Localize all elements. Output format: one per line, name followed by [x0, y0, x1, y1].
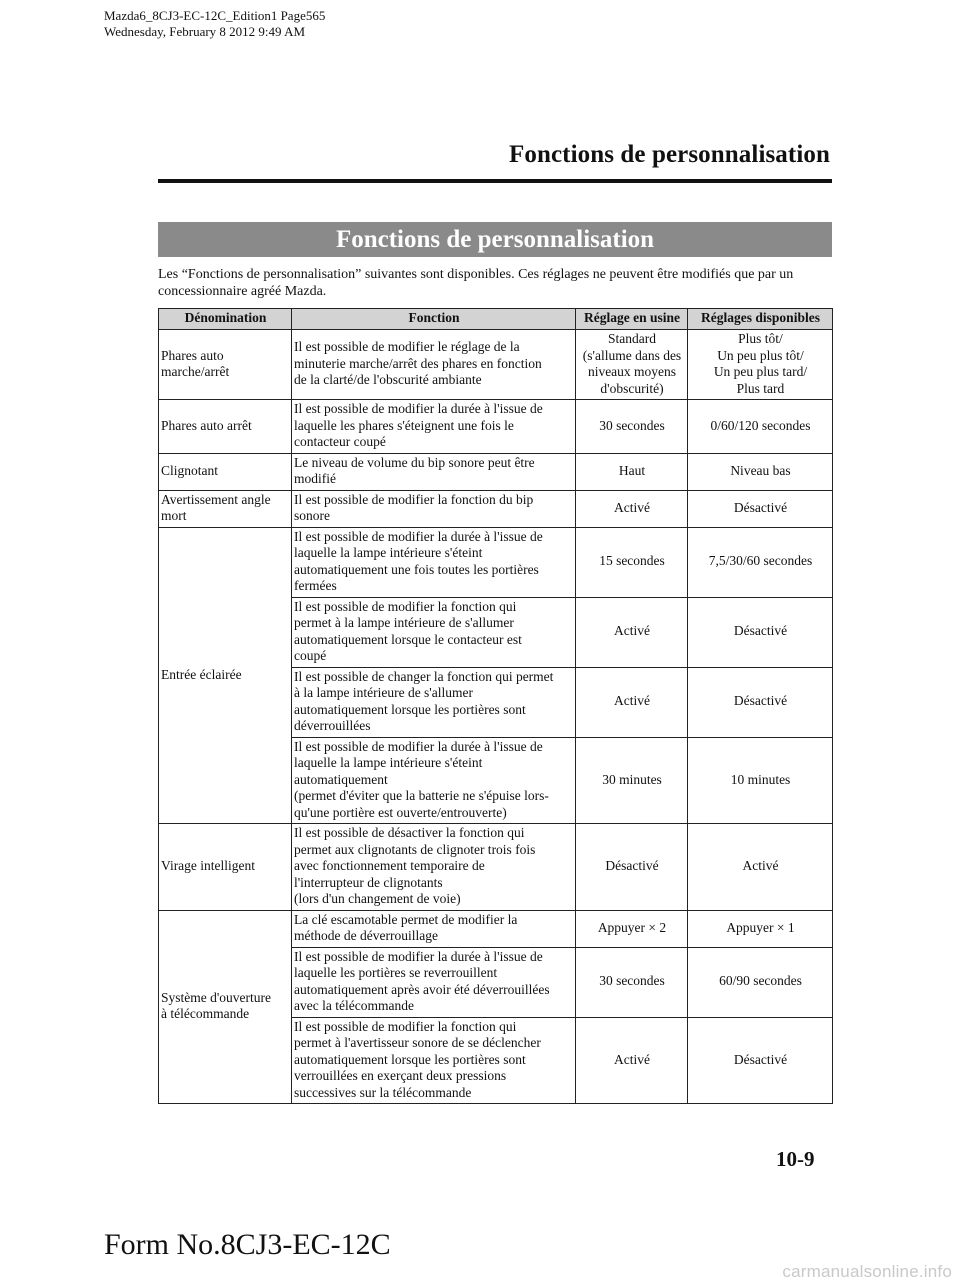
function-cell-line: méthode de déverrouillage	[294, 928, 438, 943]
factory-setting-cell	[576, 597, 688, 667]
factory-setting-cell-line: 15 secondes	[599, 553, 665, 569]
available-settings-cell	[688, 453, 833, 490]
available-settings-cell-line: Désactivé	[733, 693, 788, 709]
available-settings-cell	[688, 597, 833, 667]
function-cell-line: contacteur coupé	[294, 434, 386, 449]
function-cell-line: Il est possible de changer la fonction qui permet	[294, 668, 554, 684]
factory-setting-cell-line: d'obscurité)	[600, 380, 664, 396]
available-settings-cell-line: 60/90 secondes	[719, 973, 802, 989]
feature-name-cell-line: Phares auto	[161, 347, 224, 363]
feature-name-cell	[159, 490, 292, 527]
factory-setting-cell	[576, 1017, 688, 1104]
available-settings-cell-line: Appuyer × 1	[726, 919, 795, 935]
feature-name-cell-line: marche/arrêt	[161, 364, 230, 379]
function-cell-line: Il est possible de modifier la durée à l'issue de	[294, 528, 543, 544]
available-settings-cell-line: Un peu plus tard/	[713, 364, 808, 379]
table-header-row	[159, 309, 833, 330]
function-cell-line: automatiquement une fois toutes les portières	[294, 561, 539, 577]
function-cell	[292, 737, 576, 824]
function-cell-line: laquelle la lampe intérieure s'éteint	[294, 755, 483, 770]
function-cell-line: (permet d'éviter que la batterie ne s'épuise lors-	[294, 788, 549, 803]
factory-setting-cell-line: Désactivé	[605, 858, 659, 873]
factory-setting-cell-line: 30 secondes	[599, 973, 665, 989]
function-cell-line: permet à l'avertisseur sonore de se déclencher	[294, 1035, 541, 1050]
print-metadata-line-2: Wednesday, February 8 2012 9:49 AM	[104, 24, 306, 39]
factory-setting-cell-line: Activé	[614, 693, 650, 709]
function-cell-line: (lors d'un changement de voie)	[294, 891, 461, 906]
intro-line-1: Les “Fonctions de personnalisation” suivantes sont disponibles. Ces réglages ne peuvent être modifiés que par un	[158, 267, 794, 282]
print-metadata	[104, 8, 325, 40]
function-cell-line: avec fonctionnement temporaire de	[294, 858, 485, 873]
factory-setting-cell-line: (s'allume dans des	[582, 347, 682, 363]
factory-setting-cell-line: Activé	[614, 499, 650, 515]
feature-name-cell-line: Système d'ouverture	[161, 989, 272, 1005]
factory-setting-cell-line: Appuyer × 2	[597, 919, 667, 935]
available-settings-cell	[688, 947, 833, 1017]
feature-name-cell	[159, 910, 292, 1104]
function-cell-line: automatiquement après avoir été déverrouillées	[294, 981, 550, 997]
factory-setting-cell	[576, 330, 688, 400]
column-header: Réglage en usine	[576, 309, 688, 330]
feature-name-cell-line: Virage intelligent	[161, 858, 256, 873]
function-cell-line: déverrouillées	[294, 718, 371, 733]
available-settings-cell	[688, 527, 833, 597]
header-rule	[158, 179, 832, 183]
function-cell	[292, 400, 576, 454]
form-number: Form No.8CJ3-EC-12C	[104, 1228, 391, 1261]
function-cell	[292, 527, 576, 597]
function-cell	[292, 1017, 576, 1104]
available-settings-cell	[688, 667, 833, 737]
function-cell-line: verrouillées en exerçant deux pressions	[294, 1068, 507, 1083]
available-settings-cell-line: Désactivé	[733, 1051, 788, 1067]
intro-paragraph	[158, 266, 832, 300]
function-cell-line: Le niveau de volume du bip sonore peut être	[294, 454, 535, 470]
function-cell-line: Il est possible de modifier la fonction du bip	[294, 491, 534, 507]
factory-setting-cell	[576, 910, 688, 947]
available-settings-cell	[688, 490, 833, 527]
factory-setting-cell-line: Activé	[614, 623, 650, 639]
table-row	[159, 490, 833, 527]
available-settings-cell-line: Un peu plus tôt/	[717, 347, 804, 363]
available-settings-cell-line: Désactivé	[733, 623, 788, 639]
function-cell-line: successives sur la télécommande	[294, 1084, 472, 1100]
available-settings-cell	[688, 330, 833, 400]
feature-name-cell-line: Clignotant	[161, 462, 218, 478]
function-cell-line: permet à la lampe intérieure de s'allumer	[294, 615, 514, 630]
table-row	[159, 400, 833, 454]
column-header: Fonction	[292, 309, 576, 330]
factory-setting-cell	[576, 947, 688, 1017]
feature-name-cell-line: mort	[161, 508, 187, 523]
function-cell-line: permet aux clignotants de clignoter trois fois	[294, 841, 536, 857]
function-cell	[292, 453, 576, 490]
table-body	[159, 330, 833, 1104]
feature-name-cell	[159, 453, 292, 490]
function-cell-line: automatiquement lorsque les portières sont	[294, 1051, 526, 1067]
table-row	[159, 330, 833, 400]
column-header: Réglages disponibles	[688, 309, 833, 330]
function-cell-line: laquelle la lampe intérieure s'éteint	[294, 545, 483, 560]
factory-setting-cell-line: Haut	[618, 462, 646, 478]
function-cell-line: Il est possible de désactiver la fonction qui	[294, 825, 525, 840]
available-settings-cell-line: Désactivé	[733, 499, 788, 515]
available-settings-cell-line: Activé	[742, 858, 779, 873]
factory-setting-cell	[576, 400, 688, 454]
feature-name-cell-line: Avertissement angle	[161, 491, 271, 507]
available-settings-cell	[688, 1017, 833, 1104]
factory-setting-cell	[576, 737, 688, 824]
available-settings-cell	[688, 737, 833, 824]
intro-line-2: concessionnaire agréé Mazda.	[158, 284, 327, 299]
page-title-banner: Fonctions de personnalisation	[158, 222, 832, 257]
table-row	[159, 910, 833, 947]
function-cell	[292, 330, 576, 400]
function-cell-line: Il est possible de modifier la fonction qui	[294, 598, 517, 614]
table-row	[159, 527, 833, 597]
table-row	[159, 453, 833, 490]
factory-setting-cell	[576, 527, 688, 597]
function-cell-line: l'interrupteur de clignotants	[294, 874, 443, 890]
factory-setting-cell	[576, 667, 688, 737]
function-cell-line: avec la télécommande	[294, 998, 414, 1013]
function-cell-line: minuterie marche/arrêt des phares en fonction	[294, 355, 542, 371]
factory-setting-cell-line: Standard	[608, 331, 656, 346]
function-cell-line: à la lampe intérieure de s'allumer	[294, 685, 473, 700]
available-settings-cell-line: Plus tard	[736, 380, 785, 396]
function-cell-line: La clé escamotable permet de modifier la	[294, 911, 518, 927]
available-settings-cell-line: 7,5/30/60 secondes	[708, 553, 813, 569]
function-cell	[292, 947, 576, 1017]
function-cell-line: Il est possible de modifier la fonction qui	[294, 1018, 517, 1034]
function-cell-line: automatiquement lorsque les portières sont	[294, 701, 526, 717]
customization-table	[158, 308, 833, 1104]
available-settings-cell-line: Niveau bas	[730, 462, 791, 478]
function-cell-line: automatiquement	[294, 771, 388, 787]
factory-setting-cell	[576, 453, 688, 490]
feature-name-cell	[159, 824, 292, 911]
function-cell-line: laquelle les phares s'éteignent une fois le	[294, 417, 514, 433]
function-cell	[292, 667, 576, 737]
feature-name-cell-line: Phares auto arrêt	[161, 417, 252, 433]
factory-setting-cell-line: 30 secondes	[599, 417, 665, 433]
function-cell-line: fermées	[294, 578, 337, 593]
function-cell	[292, 597, 576, 667]
table-row	[159, 824, 833, 911]
function-cell	[292, 490, 576, 527]
available-settings-cell-line: 0/60/120 secondes	[710, 417, 811, 433]
available-settings-cell	[688, 910, 833, 947]
function-cell-line: modifié	[294, 471, 336, 486]
function-cell-line: de la clarté/de l'obscurité ambiante	[294, 372, 482, 388]
feature-name-cell	[159, 400, 292, 454]
feature-name-cell	[159, 527, 292, 824]
column-header: Dénomination	[159, 309, 292, 330]
function-cell-line: laquelle les portières se reverrouillent	[294, 965, 498, 980]
available-settings-cell	[688, 400, 833, 454]
function-cell-line: Il est possible de modifier la durée à l'issue de	[294, 948, 543, 964]
section-header-title: Fonctions de personnalisation	[508, 141, 830, 168]
factory-setting-cell	[576, 824, 688, 911]
function-cell-line: Il est possible de modifier le réglage de la	[294, 339, 520, 355]
function-cell-line: coupé	[294, 648, 327, 663]
function-cell-line: qu'une portière est ouverte/entrouverte)	[294, 804, 507, 820]
function-cell-line: automatiquement lorsque le contacteur est	[294, 631, 522, 647]
watermark: carmanualsonline.info	[782, 1262, 952, 1281]
factory-setting-cell-line: niveaux moyens	[587, 364, 677, 379]
feature-name-cell-line: à télécommande	[161, 1006, 250, 1022]
function-cell-line: sonore	[294, 508, 330, 523]
factory-setting-cell-line: 30 minutes	[602, 771, 662, 787]
available-settings-cell-line: 10 minutes	[730, 771, 791, 787]
print-metadata-line-1: Mazda6_8CJ3-EC-12C_Edition1 Page565	[104, 8, 326, 23]
page-number: 10-9	[776, 1147, 815, 1171]
function-cell-line: Il est possible de modifier la durée à l'issue de	[294, 738, 543, 754]
feature-name-cell	[159, 330, 292, 400]
factory-setting-cell	[576, 490, 688, 527]
available-settings-cell-line: Plus tôt/	[738, 331, 783, 346]
function-cell	[292, 910, 576, 947]
function-cell-line: Il est possible de modifier la durée à l'issue de	[294, 401, 543, 416]
function-cell	[292, 824, 576, 911]
feature-name-cell-line: Entrée éclairée	[161, 666, 242, 682]
factory-setting-cell-line: Activé	[614, 1051, 650, 1067]
available-settings-cell	[688, 824, 833, 911]
